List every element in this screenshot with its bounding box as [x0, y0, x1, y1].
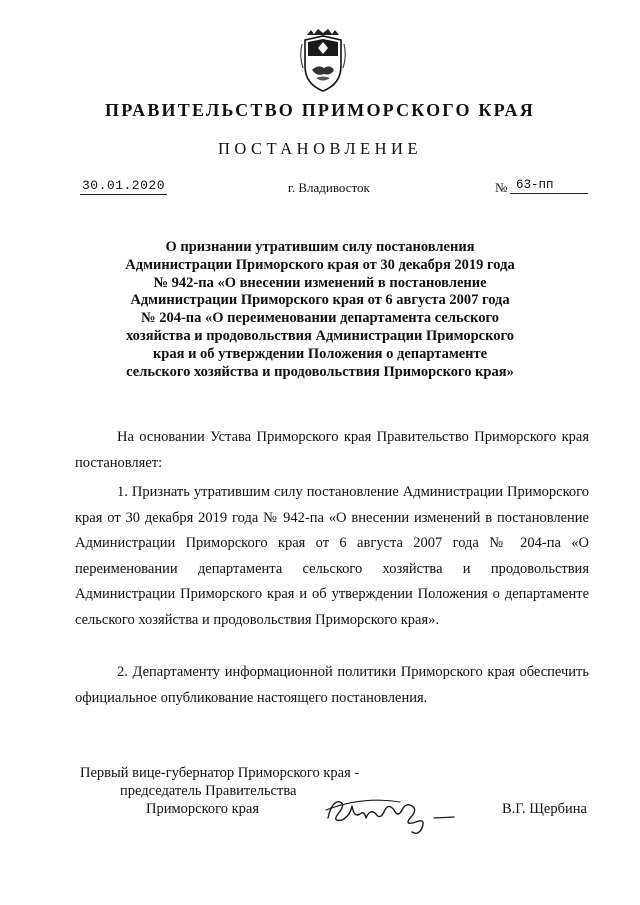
document-type: ПОСТАНОВЛЕНИЕ [217, 139, 423, 158]
signer-position-line-1: Первый вице-губернатор Приморского края - [80, 765, 360, 781]
signer-name: В.Г. Щербина [502, 801, 587, 817]
preamble-paragraph [75, 425, 589, 476]
signer-position-line-2: председатель Правительства [120, 783, 297, 799]
item-2-text: 2. Департаменту информационной политики Приморского края обеспечить официальное опубликование настоящего постановления. [75, 664, 589, 706]
government-title: ПРАВИТЕЛЬСТВО ПРИМОРСКОГО КРАЯ [105, 100, 535, 120]
document-number: 63-пп [510, 178, 588, 194]
heading-line: № 942-па «О внесении изменений в постановление [153, 274, 487, 291]
item-1-paragraph [75, 480, 589, 633]
handwritten-signature [322, 788, 472, 838]
number-sign: № [495, 180, 508, 195]
item-1-text: 1. Признать утратившим силу постановление Администрации Приморского края от 30 декабря 2019 года № 942-па «О внесении изменений в постановление Администрации Приморского края от 6 августа 2007 года № 204-па «О переименовании департамента сельского хозяйства и продовольствия Администрации Приморского края и об утверждении Положения о департаменте сельского хозяйства и продовольствия Приморского края». [75, 484, 589, 628]
document-date: 30.01.2020 [82, 178, 166, 193]
item-2-paragraph [75, 660, 589, 711]
document-heading [0, 239, 640, 381]
heading-line: хозяйства и продовольствия Администрации Приморского [125, 327, 514, 344]
heading-line: края и об утверждении Положения о департаменте [152, 345, 488, 362]
heading-line: Администрации Приморского края от 6 августа 2007 года [130, 292, 510, 309]
heading-line: О признании утратившим силу постановления [165, 239, 475, 255]
signer-position-line-3: Приморского края [146, 801, 260, 817]
coat-of-arms-icon [296, 26, 350, 94]
document-city: г. Владивосток [288, 180, 370, 195]
heading-line: № 204-па «О переименовании департамента сельского [141, 310, 499, 327]
heading-line: сельского хозяйства и продовольствия Приморского края» [126, 363, 514, 380]
preamble-text: На основании Устава Приморского края Правительство Приморского края постановляет: [75, 429, 589, 471]
heading-line: Администрации Приморского края от 30 декабря 2019 года [125, 256, 515, 273]
